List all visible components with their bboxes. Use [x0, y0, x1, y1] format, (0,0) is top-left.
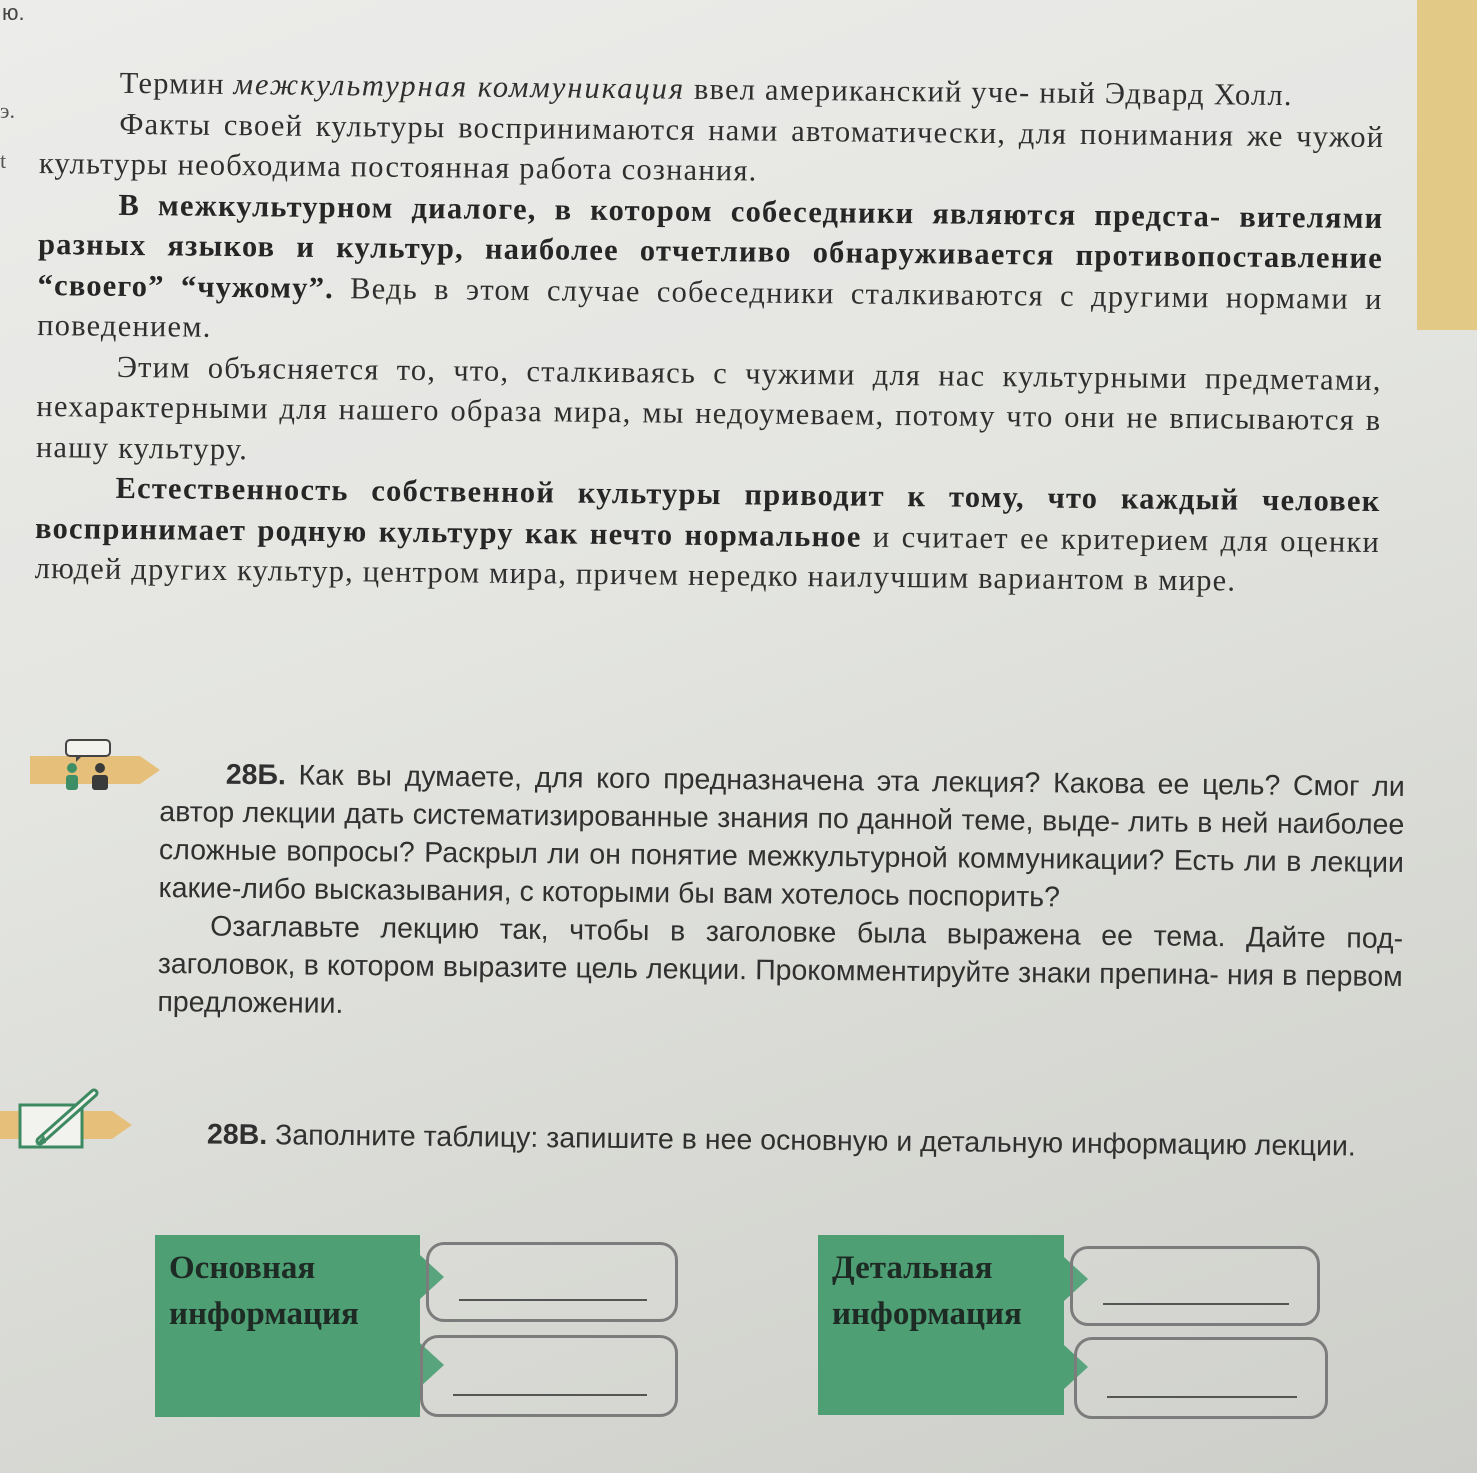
main-info-field-2[interactable]: [420, 1335, 678, 1417]
main-info-box: [155, 1235, 420, 1417]
task-number: 28Б.: [225, 758, 287, 792]
pencil-write-icon: [0, 1085, 135, 1155]
paragraph-5: Естественность собственной культуры приводит к тому, что каждый человек воспринимает родную культуру как нечто нормальное и считает ее критерием для оценки людей других культур, центром мира, причем нередко наилучшим вариантом в мире.: [34, 470, 1381, 598]
task-28b: 28Б. Как вы думаете, для кого предназначена эта лекция? Какова ее цель? Смог ли автор лекции дать систематизированные знания по данной теме, выде- лить в ней наиболее сложные вопросы? Раскрыл ли он понятие межкультурной коммуникации? Есть ли в лекции какие-либо высказывания, с которыми бы вам хотелось поспорить? Озаглавьте лекцию так, чтобы в заголовке была выражена ее тема. Дайте под- заголовок, в котором выразите цель лекции. Прокомментируйте знаки препина- ния в первом предложении. 28В. Заполните таблицу: запишите в нее основную и детальную информацию лекции.: [157, 755, 1405, 1034]
task-28v: 28В. Заполните таблицу: запишите в нее основную и детальную информацию лекции.: [206, 1118, 1356, 1163]
people-discussion-icon: [30, 738, 165, 798]
answer-line: [1107, 1396, 1297, 1398]
side-color-strip: [1417, 0, 1477, 330]
edge-mark: э.: [0, 98, 15, 123]
answer-line: [459, 1299, 647, 1301]
detail-info-box: [818, 1235, 1064, 1415]
task-number: 28В.: [206, 1118, 268, 1152]
paragraph-2: Факты своей культуры воспринимаются нами автоматически, для понимания же чужой культуры необходима постоянная работа сознания.: [38, 106, 1385, 188]
answer-line: [453, 1394, 647, 1396]
main-info-field-1[interactable]: [426, 1242, 678, 1322]
corner-mark: ю.: [2, 0, 25, 25]
detail-info-field-1[interactable]: [1070, 1246, 1320, 1326]
paragraph-4: Этим объясняется то, что, сталкиваясь с чужими для нас культурными предметами, нехарактерными для нашего образа мира, мы недоумеваем, потому что они не вписываются в нашу культуру.: [35, 349, 1382, 466]
answer-line: [1103, 1303, 1289, 1305]
lecture-text: [34, 62, 1384, 603]
detail-info-field-2[interactable]: [1074, 1337, 1328, 1419]
paragraph-1: Термин межкультурная коммуникация ввел американский уче- ный Эдвард Холл.: [119, 65, 1293, 113]
detail-info-label: Детальная информация: [832, 1250, 1022, 1332]
term-italic: межкультурная коммуникация: [233, 67, 686, 106]
task-28b-instructions: Озаглавьте лекцию так, чтобы в заголовке была выражена ее тема. Дайте под- заголовок, в котором выразите цель лекции. Прокомментируйте знаки препина- ния в первом предложении.: [157, 910, 1404, 1020]
main-info-label: Основная информация: [169, 1250, 359, 1332]
edge-mark: t: [0, 148, 7, 173]
paragraph-3: В межкультурном диалоге, в котором собеседники являются предста- вителями разных языков и культур, наиболее отчетливо обнаруживается противопоставление “своего” “чужому”. Ведь в этом случае собеседники сталкиваются с другими нормами и поведением.: [37, 187, 1384, 344]
